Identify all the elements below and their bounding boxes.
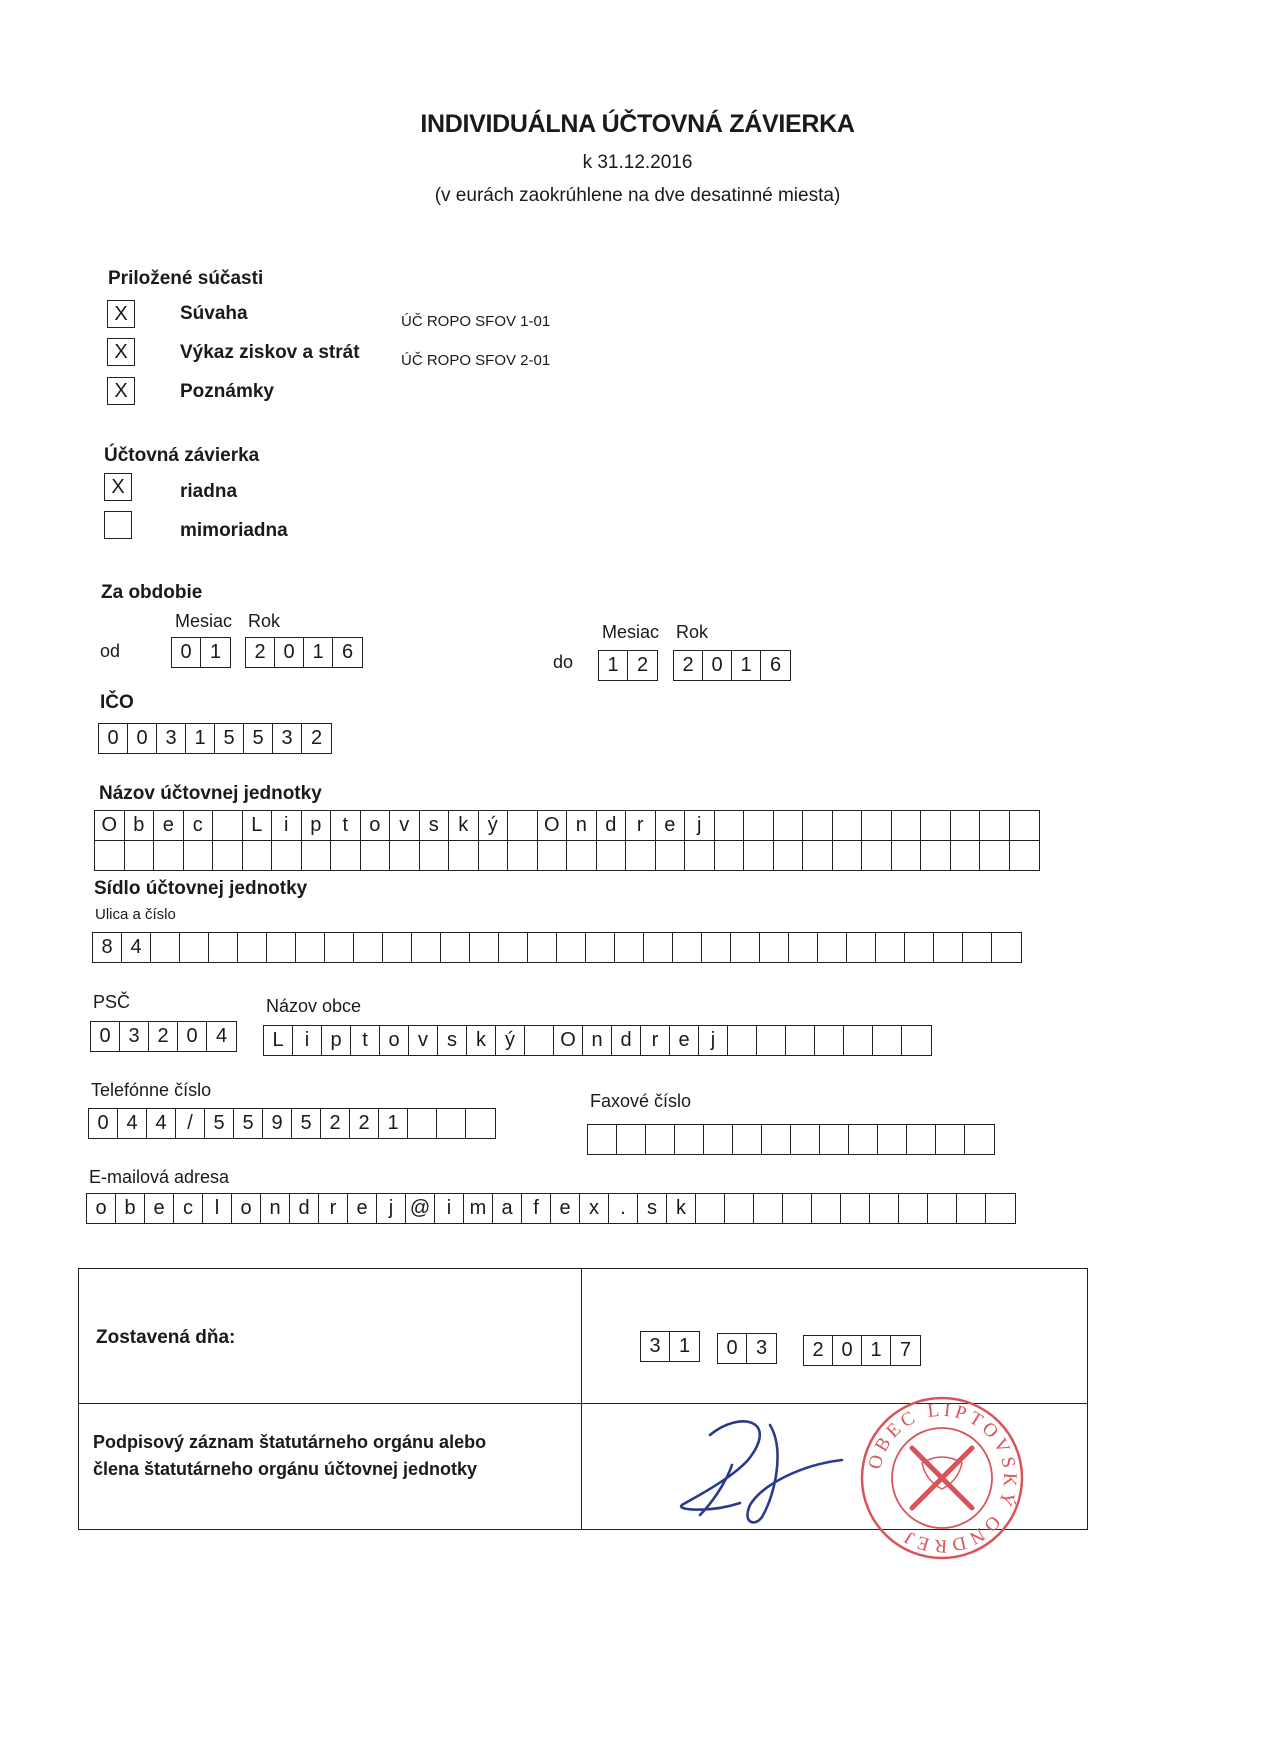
char-cell xyxy=(626,841,656,870)
char-cell xyxy=(412,933,441,962)
char-cell: e xyxy=(154,811,184,840)
char-cell: O xyxy=(538,811,568,840)
char-cell: e xyxy=(656,811,686,840)
char-cell xyxy=(390,841,420,870)
street-label: Ulica a číslo xyxy=(95,906,176,923)
period-from-label: od xyxy=(100,641,121,661)
char-cell: e xyxy=(551,1194,580,1223)
char-cell xyxy=(841,1194,870,1223)
entity-name-label: Názov účtovnej jednotky xyxy=(99,783,322,804)
attachment-label-vykaz: Výkaz ziskov a strát xyxy=(180,342,360,363)
char-cell xyxy=(617,1125,646,1154)
char-cell: b xyxy=(116,1194,145,1223)
char-cell xyxy=(833,841,863,870)
city-label: Názov obce xyxy=(266,996,362,1016)
char-cell xyxy=(243,841,273,870)
char-cell: d xyxy=(597,811,627,840)
phone-label: Telefónne číslo xyxy=(91,1080,212,1100)
char-cell xyxy=(783,1194,812,1223)
char-cell xyxy=(934,933,963,962)
char-cell: 0 xyxy=(91,1022,120,1051)
char-cell xyxy=(715,841,745,870)
period-to-month-label: Mesiac xyxy=(602,622,660,642)
char-cell xyxy=(876,933,905,962)
period-to-year-label: Rok xyxy=(676,622,709,642)
table-divider-vertical xyxy=(581,1269,582,1529)
char-cell: ý xyxy=(479,811,509,840)
char-cell: 5 xyxy=(205,1109,234,1138)
char-cell xyxy=(744,841,774,870)
char-cell: o xyxy=(87,1194,116,1223)
char-cell: j xyxy=(699,1026,728,1055)
char-cell: L xyxy=(264,1026,293,1055)
char-cell xyxy=(789,933,818,962)
char-cell: p xyxy=(302,811,332,840)
char-cell xyxy=(184,841,214,870)
char-cell xyxy=(209,933,238,962)
char-cell: k xyxy=(467,1026,496,1055)
period-from-year-label: Rok xyxy=(248,611,281,631)
char-cell: 0 xyxy=(128,724,157,753)
char-cell xyxy=(774,811,804,840)
char-cell xyxy=(992,933,1021,962)
char-cell: 1 xyxy=(678,1335,691,1357)
closing-checkbox-mimoriadna[interactable] xyxy=(104,511,132,539)
official-stamp xyxy=(857,1393,1027,1563)
char-cell: n xyxy=(261,1194,290,1223)
char-cell: 3 xyxy=(273,724,302,753)
char-cell: @ xyxy=(406,1194,435,1223)
char-cell: x xyxy=(580,1194,609,1223)
char-cell: O xyxy=(554,1026,583,1055)
char-cell xyxy=(899,1194,928,1223)
char-cell: L xyxy=(243,811,273,840)
attachment-checkbox-vykaz[interactable]: X xyxy=(107,338,135,366)
char-cell: o xyxy=(232,1194,261,1223)
char-cell: k xyxy=(449,811,479,840)
char-cell: 1 xyxy=(732,651,761,680)
char-cell xyxy=(470,933,499,962)
char-cell xyxy=(760,933,789,962)
char-cell xyxy=(786,1026,815,1055)
char-cell xyxy=(420,841,450,870)
char-cell: j xyxy=(685,811,715,840)
char-cell: 0 xyxy=(718,1334,747,1363)
char-cell: 2 xyxy=(310,727,323,749)
char-cell xyxy=(441,933,470,962)
char-cell: 9 xyxy=(263,1109,292,1138)
char-cell xyxy=(508,811,538,840)
char-cell: 4 xyxy=(215,1025,228,1047)
char-cell: 4 xyxy=(122,933,151,962)
char-cell xyxy=(762,1125,791,1154)
char-cell xyxy=(331,841,361,870)
char-cell xyxy=(361,841,391,870)
char-cell: 5 xyxy=(234,1109,263,1138)
char-cell xyxy=(567,841,597,870)
char-cell xyxy=(151,933,180,962)
char-cell xyxy=(833,811,863,840)
char-cell: n xyxy=(567,811,597,840)
char-cell: 5 xyxy=(292,1109,321,1138)
char-cell xyxy=(644,933,673,962)
char-cell: e xyxy=(670,1026,699,1055)
char-cell: 2 xyxy=(350,1109,379,1138)
char-cell xyxy=(1010,841,1040,870)
char-cell: 0 xyxy=(275,638,304,667)
char-cell: r xyxy=(641,1026,670,1055)
char-cell: 0 xyxy=(99,724,128,753)
char-cell: e xyxy=(145,1194,174,1223)
period-heading: Za obdobie xyxy=(101,582,203,603)
char-cell: 1 xyxy=(186,724,215,753)
char-cell: 1 xyxy=(599,651,628,680)
char-cell xyxy=(675,1125,704,1154)
char-cell xyxy=(408,1109,437,1138)
handwritten-signature xyxy=(670,1405,850,1535)
char-cell: 2 xyxy=(804,1336,833,1365)
closing-label-riadna: riadna xyxy=(180,481,238,502)
char-cell: b xyxy=(125,811,155,840)
char-cell xyxy=(892,811,922,840)
char-cell: 6 xyxy=(769,654,782,676)
email-field[interactable] xyxy=(86,1193,1016,1224)
char-cell: n xyxy=(583,1026,612,1055)
closing-label-mimoriadna: mimoriadna xyxy=(180,520,288,541)
char-cell: s xyxy=(420,811,450,840)
char-cell: c xyxy=(184,811,214,840)
char-cell xyxy=(744,811,774,840)
char-cell xyxy=(965,1125,994,1154)
closing-checkbox-riadna[interactable]: X xyxy=(104,473,132,501)
char-cell xyxy=(815,1026,844,1055)
char-cell xyxy=(862,811,892,840)
attachments-heading: Priložené súčasti xyxy=(108,268,264,289)
ico-field[interactable] xyxy=(98,723,332,754)
period-from-month-label: Mesiac xyxy=(175,611,233,631)
char-cell xyxy=(757,1026,786,1055)
char-cell: 5 xyxy=(215,724,244,753)
char-cell xyxy=(525,1026,554,1055)
char-cell xyxy=(774,841,804,870)
attachment-checkbox-suvaha[interactable]: X xyxy=(107,300,135,328)
period-from-month[interactable] xyxy=(171,637,231,668)
char-cell xyxy=(986,1194,1015,1223)
compiled-month[interactable] xyxy=(717,1333,777,1364)
period-to-month[interactable] xyxy=(598,650,658,681)
char-cell xyxy=(892,841,922,870)
char-cell: 2 xyxy=(321,1109,350,1138)
char-cell xyxy=(449,841,479,870)
char-cell: t xyxy=(351,1026,380,1055)
period-from-year[interactable] xyxy=(245,637,363,668)
char-cell: s xyxy=(438,1026,467,1055)
char-cell xyxy=(383,933,412,962)
char-cell: v xyxy=(409,1026,438,1055)
char-cell: 3 xyxy=(641,1332,670,1361)
char-cell xyxy=(754,1194,783,1223)
char-cell xyxy=(936,1125,965,1154)
char-cell xyxy=(870,1194,899,1223)
char-cell: t xyxy=(331,811,361,840)
char-cell: o xyxy=(380,1026,409,1055)
psc-field[interactable] xyxy=(90,1021,237,1052)
char-cell: c xyxy=(174,1194,203,1223)
svg-text:OBEC LIPTOVSKÝ ONDREJ: OBEC LIPTOVSKÝ ONDREJ xyxy=(864,1399,1021,1557)
char-cell xyxy=(354,933,383,962)
char-cell xyxy=(951,841,981,870)
char-cell xyxy=(849,1125,878,1154)
char-cell xyxy=(95,841,125,870)
char-cell: m xyxy=(464,1194,493,1223)
char-cell xyxy=(557,933,586,962)
char-cell: 3 xyxy=(157,724,186,753)
char-cell xyxy=(902,1026,931,1055)
entity-name-row-2 xyxy=(95,840,1039,870)
char-cell xyxy=(508,841,538,870)
signature-label-line1: Podpisový záznam štatutárneho orgánu alebo xyxy=(93,1432,487,1452)
char-cell xyxy=(673,933,702,962)
char-cell xyxy=(820,1125,849,1154)
closing-type-heading: Účtovná závierka xyxy=(104,445,260,466)
compiled-day[interactable] xyxy=(640,1331,700,1362)
char-cell: a xyxy=(493,1194,522,1223)
char-cell: d xyxy=(290,1194,319,1223)
char-cell: 1 xyxy=(209,641,222,663)
entity-name-row-1 xyxy=(95,811,1039,840)
char-cell: 4 xyxy=(147,1109,176,1138)
char-cell: i xyxy=(272,811,302,840)
phone-field[interactable] xyxy=(88,1108,496,1139)
entity-name-field[interactable] xyxy=(94,810,1040,871)
char-cell: d xyxy=(612,1026,641,1055)
char-cell xyxy=(213,841,243,870)
char-cell: 3 xyxy=(120,1022,149,1051)
char-cell xyxy=(702,933,731,962)
compiled-year[interactable] xyxy=(803,1335,921,1366)
char-cell: 5 xyxy=(244,724,273,753)
char-cell xyxy=(957,1194,986,1223)
char-cell xyxy=(733,1125,762,1154)
char-cell xyxy=(951,811,981,840)
char-cell: 6 xyxy=(341,641,354,663)
char-cell: 7 xyxy=(899,1339,912,1361)
char-cell xyxy=(586,933,615,962)
attachment-code-vykaz: ÚČ ROPO SFOV 2-01 xyxy=(401,352,551,369)
char-cell: i xyxy=(293,1026,322,1055)
char-cell: 2 xyxy=(674,651,703,680)
char-cell: 0 xyxy=(89,1109,118,1138)
char-cell xyxy=(731,933,760,962)
fax-field[interactable] xyxy=(587,1124,995,1155)
char-cell xyxy=(980,841,1010,870)
char-cell: O xyxy=(95,811,125,840)
char-cell xyxy=(267,933,296,962)
char-cell xyxy=(803,811,833,840)
document-date: k 31.12.2016 xyxy=(582,152,693,173)
char-cell xyxy=(704,1125,733,1154)
char-cell xyxy=(466,1109,495,1138)
char-cell xyxy=(980,811,1010,840)
char-cell xyxy=(696,1194,725,1223)
char-cell: . xyxy=(609,1194,638,1223)
char-cell: ý xyxy=(496,1026,525,1055)
char-cell xyxy=(656,841,686,870)
char-cell xyxy=(597,841,627,870)
street-field[interactable] xyxy=(92,932,1022,963)
char-cell xyxy=(154,841,184,870)
char-cell: 1 xyxy=(304,638,333,667)
attachment-checkbox-poznamky[interactable]: X xyxy=(107,377,135,405)
char-cell: 2 xyxy=(149,1022,178,1051)
char-cell: l xyxy=(203,1194,232,1223)
char-cell: 0 xyxy=(178,1022,207,1051)
char-cell: 1 xyxy=(379,1109,408,1138)
char-cell xyxy=(180,933,209,962)
char-cell: 0 xyxy=(172,638,201,667)
char-cell: p xyxy=(322,1026,351,1055)
char-cell xyxy=(847,933,876,962)
char-cell xyxy=(921,841,951,870)
char-cell xyxy=(615,933,644,962)
email-label: E-mailová adresa xyxy=(89,1167,230,1187)
psc-label: PSČ xyxy=(93,992,131,1012)
document-title: INDIVIDUÁLNA ÚČTOVNÁ ZÁVIERKA xyxy=(420,110,855,138)
char-cell xyxy=(646,1125,675,1154)
char-cell xyxy=(325,933,354,962)
char-cell: 0 xyxy=(833,1336,862,1365)
char-cell xyxy=(685,841,715,870)
char-cell: r xyxy=(626,811,656,840)
char-cell xyxy=(921,811,951,840)
char-cell: 0 xyxy=(703,651,732,680)
period-to-year[interactable] xyxy=(673,650,791,681)
char-cell: / xyxy=(176,1109,205,1138)
char-cell: 2 xyxy=(636,654,649,676)
char-cell xyxy=(588,1125,617,1154)
char-cell xyxy=(873,1026,902,1055)
char-cell: 1 xyxy=(862,1336,891,1365)
char-cell: 2 xyxy=(246,638,275,667)
char-cell xyxy=(1010,811,1040,840)
char-cell xyxy=(715,811,745,840)
char-cell: i xyxy=(435,1194,464,1223)
address-heading: Sídlo účtovnej jednotky xyxy=(94,878,308,899)
char-cell xyxy=(437,1109,466,1138)
char-cell: 8 xyxy=(93,933,122,962)
char-cell: r xyxy=(319,1194,348,1223)
attachment-code-suvaha: ÚČ ROPO SFOV 1-01 xyxy=(401,313,551,330)
char-cell xyxy=(238,933,267,962)
char-cell xyxy=(725,1194,754,1223)
char-cell: o xyxy=(361,811,391,840)
char-cell: 4 xyxy=(118,1109,147,1138)
char-cell: e xyxy=(348,1194,377,1223)
char-cell xyxy=(528,933,557,962)
char-cell xyxy=(296,933,325,962)
document-note: (v eurách zaokrúhlene na dve desatinné miesta) xyxy=(434,185,841,206)
char-cell xyxy=(862,841,892,870)
char-cell xyxy=(213,811,243,840)
char-cell: s xyxy=(638,1194,667,1223)
char-cell: f xyxy=(522,1194,551,1223)
char-cell xyxy=(803,841,833,870)
char-cell xyxy=(963,933,992,962)
signature-label-line2: člena štatutárneho orgánu účtovnej jednotky xyxy=(93,1459,478,1479)
char-cell xyxy=(907,1125,936,1154)
char-cell xyxy=(878,1125,907,1154)
char-cell xyxy=(844,1026,873,1055)
char-cell: 3 xyxy=(755,1337,768,1359)
attachment-label-suvaha: Súvaha xyxy=(180,303,248,324)
fax-label: Faxové číslo xyxy=(590,1091,692,1111)
period-to-label: do xyxy=(553,652,574,672)
city-field[interactable] xyxy=(263,1025,932,1056)
char-cell xyxy=(928,1194,957,1223)
char-cell: j xyxy=(377,1194,406,1223)
char-cell: k xyxy=(667,1194,696,1223)
char-cell: v xyxy=(390,811,420,840)
char-cell xyxy=(818,933,847,962)
char-cell xyxy=(302,841,332,870)
char-cell xyxy=(272,841,302,870)
char-cell xyxy=(728,1026,757,1055)
char-cell xyxy=(499,933,528,962)
char-cell xyxy=(538,841,568,870)
char-cell xyxy=(905,933,934,962)
ico-label: IČO xyxy=(100,692,134,713)
compiled-label: Zostavená dňa: xyxy=(96,1327,236,1348)
char-cell xyxy=(791,1125,820,1154)
char-cell xyxy=(812,1194,841,1223)
char-cell xyxy=(125,841,155,870)
char-cell xyxy=(479,841,509,870)
attachment-label-poznamky: Poznámky xyxy=(180,381,274,402)
